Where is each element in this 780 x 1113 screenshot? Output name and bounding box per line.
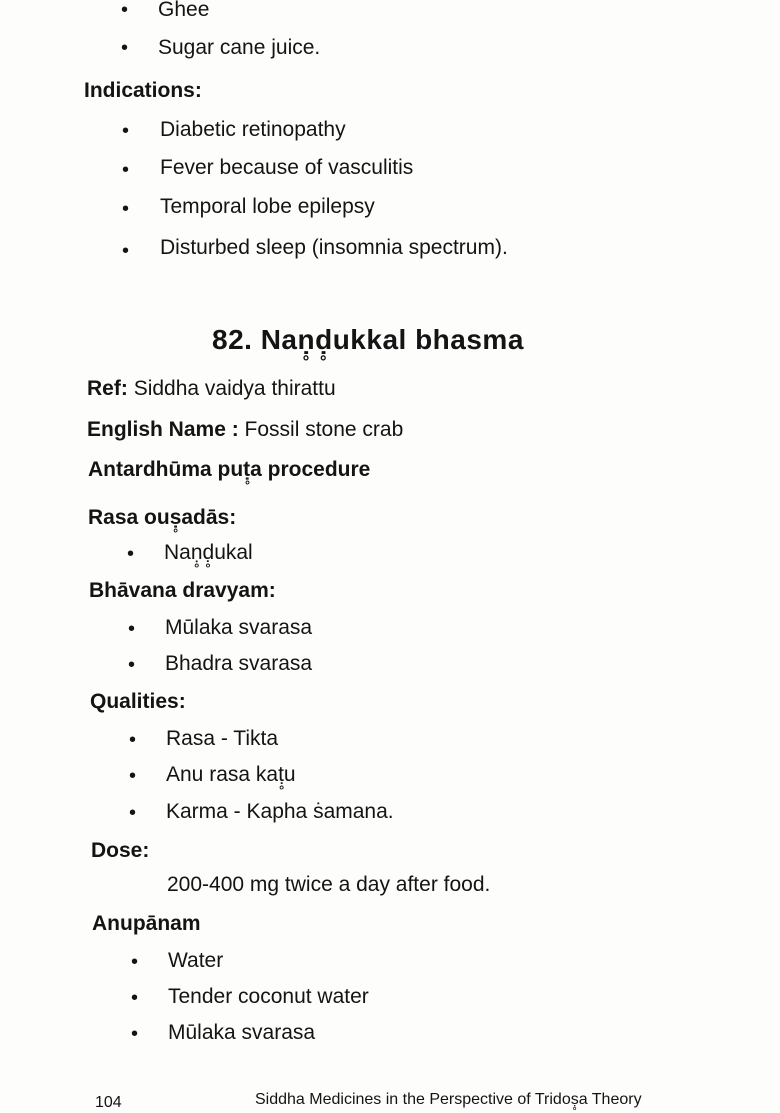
list-item: Mūlaka svarasa	[168, 1021, 316, 1044]
list-item: Karma - Kapha ṡamana.	[166, 800, 394, 823]
english-name-value: Fossil stone crab	[244, 418, 404, 441]
bullet: •	[127, 543, 135, 565]
bhavana-heading: Bhāvana dravyam:	[89, 579, 276, 602]
list-item: Tender coconut water	[168, 985, 369, 1008]
list-item: Bhadra svarasa	[165, 652, 313, 675]
qualities-heading: Qualities:	[90, 690, 186, 713]
bullet: •	[131, 1023, 139, 1045]
anupanam-heading: Anupānam	[92, 912, 201, 935]
dose-heading: Dose:	[91, 839, 150, 862]
bullet: •	[129, 729, 137, 751]
list-item: Water	[168, 949, 224, 972]
list-item: Rasa - Tikta	[166, 727, 279, 750]
bullet: •	[131, 987, 139, 1009]
indications-heading: Indications:	[84, 79, 202, 102]
bullet: •	[128, 618, 136, 640]
bullet: •	[121, 0, 129, 21]
procedure-heading: Antardhūma puṭ̥a procedure	[88, 458, 371, 481]
list-item: Anu rasa kaṭ̥u	[166, 763, 296, 786]
list-item: Fever because of vasculitis	[160, 156, 414, 179]
running-footer-title: Siddha Medicines in the Perspective of Tridoṣ̥a Theory	[255, 1091, 642, 1108]
list-item: Ghee	[158, 0, 210, 21]
dose-value: 200-400 mg twice a day after food.	[167, 873, 491, 896]
page-number: 104	[95, 1094, 122, 1111]
list-item: Mūlaka svarasa	[165, 616, 313, 639]
ref-label: Ref:	[87, 377, 128, 400]
bullet: •	[121, 37, 129, 59]
list-item: Temporal lobe epilepsy	[160, 195, 375, 218]
english-name-label: English Name :	[87, 418, 239, 441]
bullet: •	[122, 120, 130, 142]
ref-line	[87, 376, 336, 402]
rasa-ousadas-heading: Rasa ouṣ̥adās:	[88, 506, 237, 529]
bullet: •	[129, 765, 137, 787]
english-name-line	[87, 417, 403, 443]
bullet: •	[131, 951, 139, 973]
list-item: Sugar cane juice.	[158, 36, 321, 59]
bullet: •	[129, 802, 137, 824]
bullet: •	[128, 654, 136, 676]
list-item: Disturbed sleep (insomnia spectrum).	[160, 236, 508, 259]
list-item: Diabetic retinopathy	[160, 118, 346, 141]
ref-value: Siddha vaidya thirattu	[133, 377, 336, 400]
bullet: •	[122, 198, 130, 220]
bullet: •	[122, 240, 130, 262]
bullet: •	[122, 159, 130, 181]
list-item: Naṇ̥ḍ̥ukal	[164, 541, 253, 564]
section-title: 82. Naṇ̥ḍ̥ukkal bhasma	[212, 324, 524, 355]
